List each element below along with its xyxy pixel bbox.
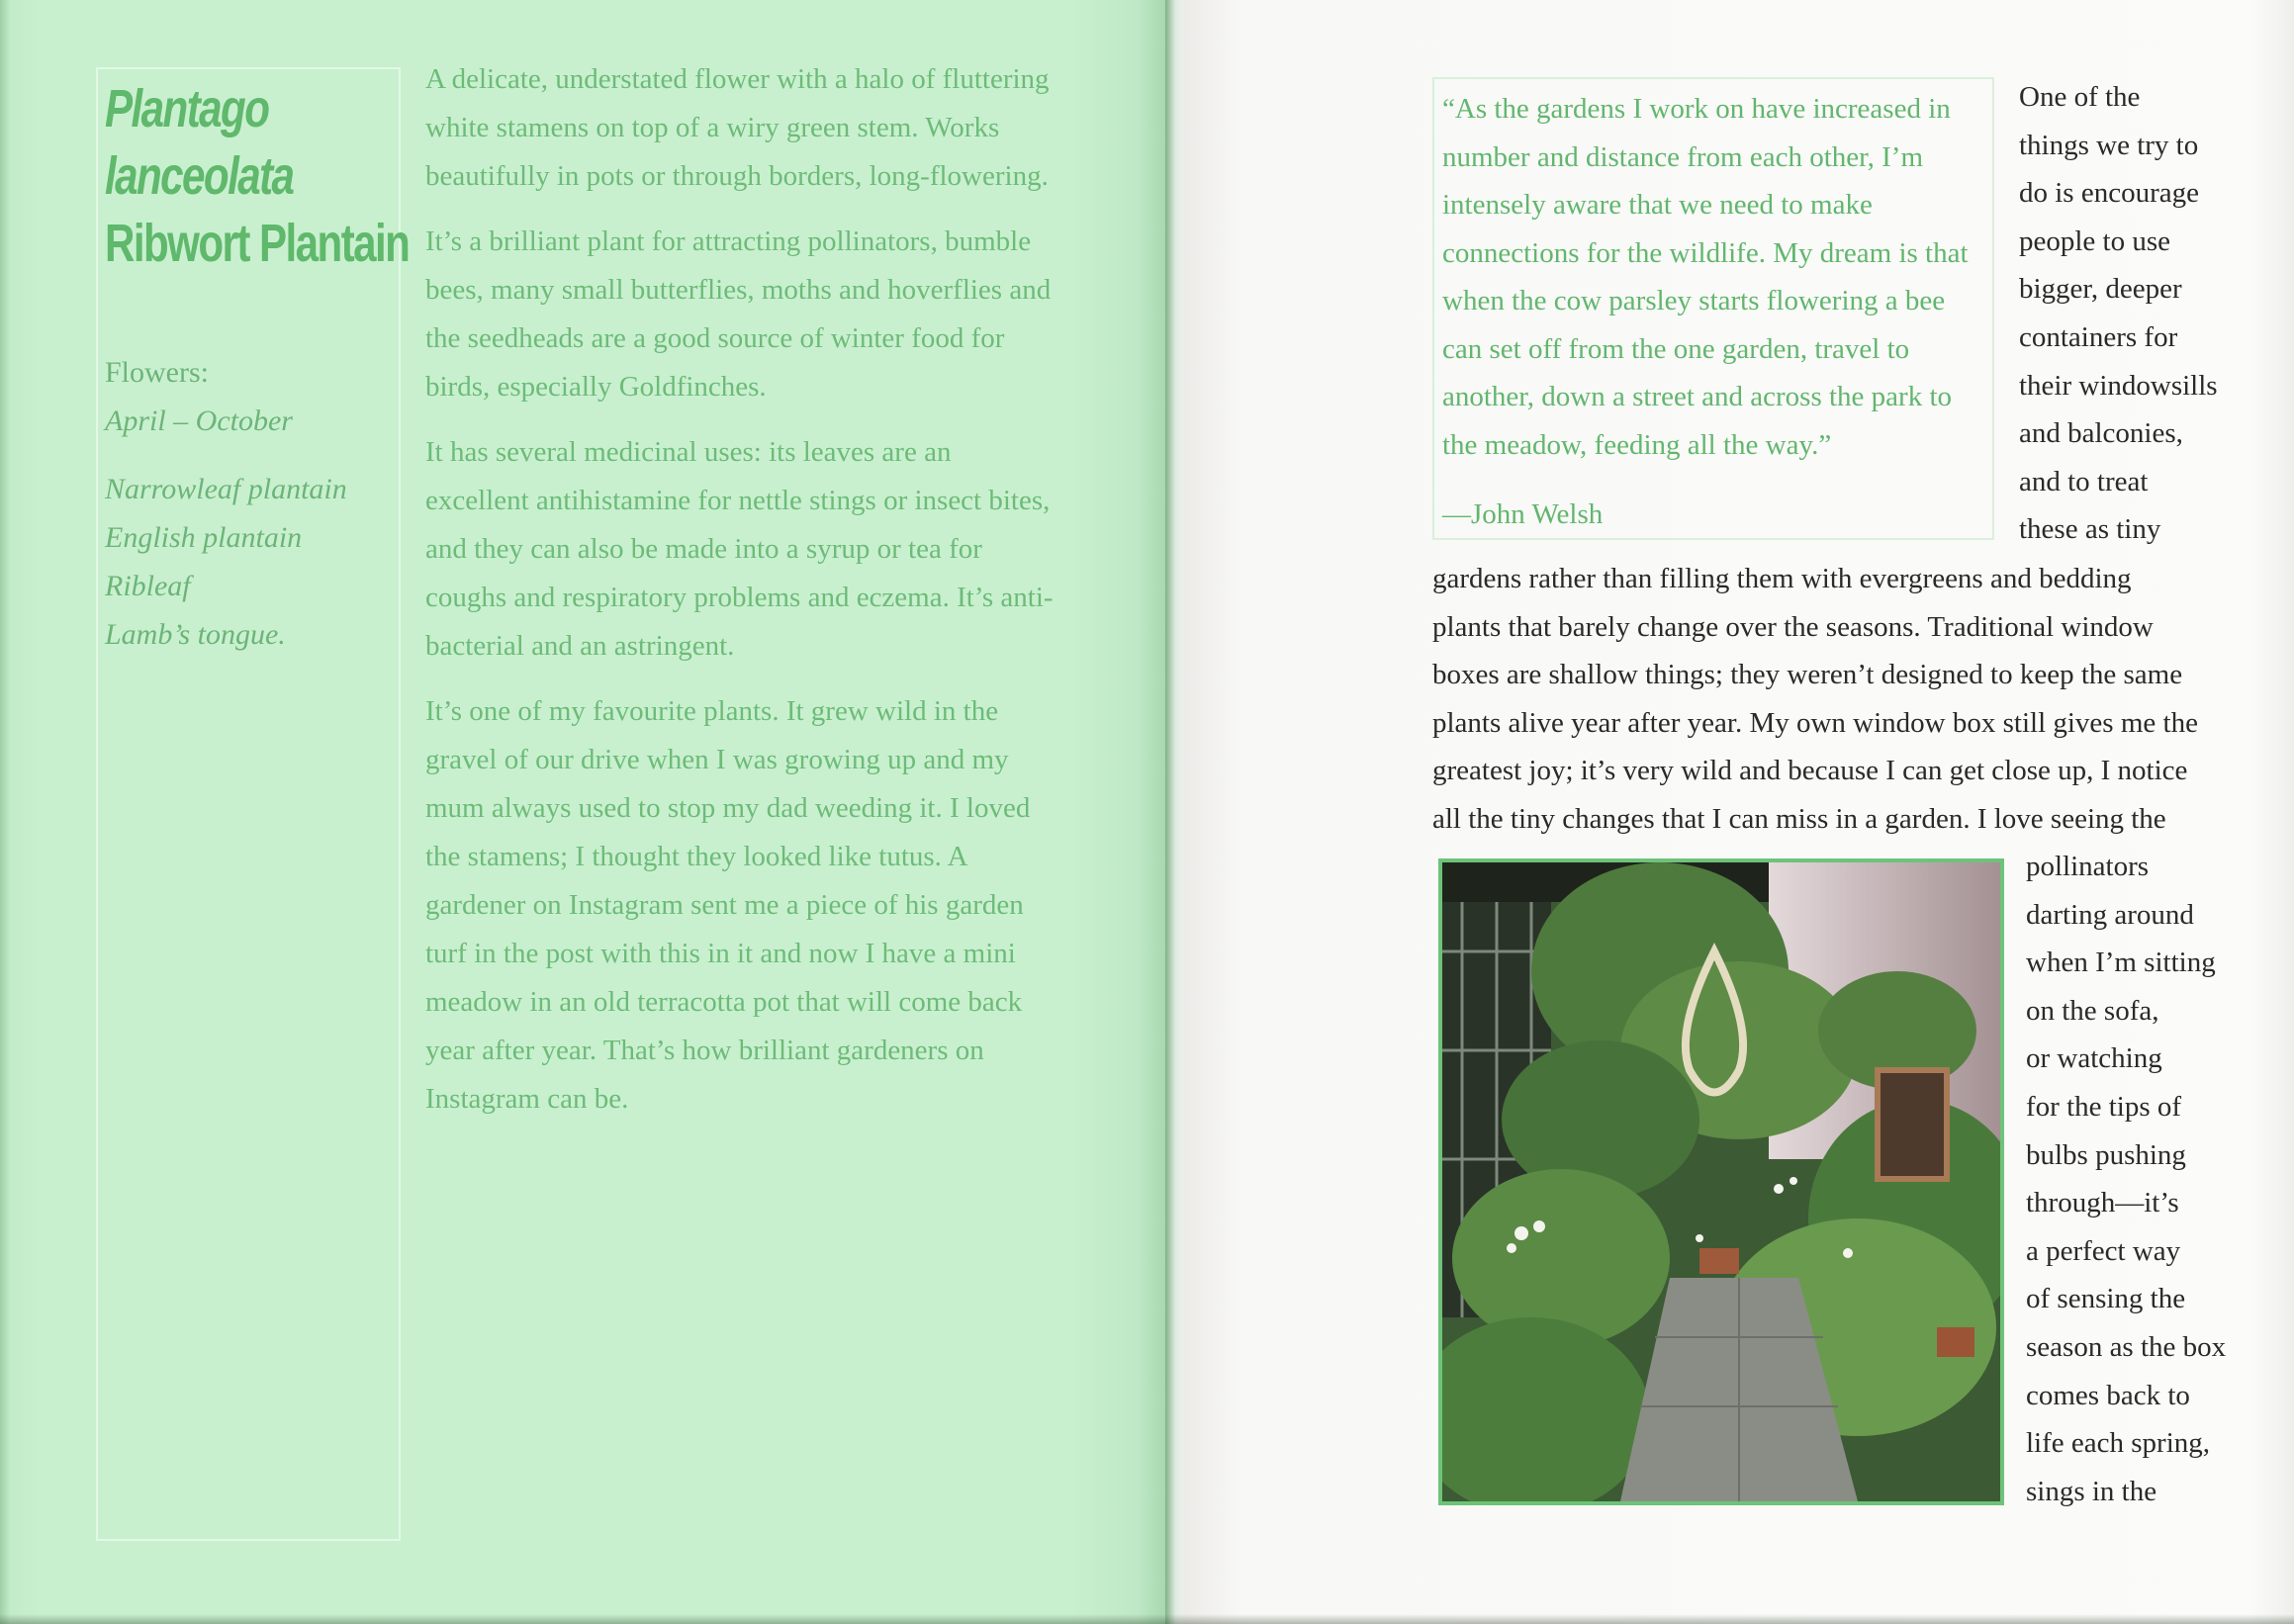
text-line: bigger, deeper: [2019, 273, 2182, 306]
text-line: darting around: [2026, 898, 2194, 931]
text-line: season as the box: [2026, 1330, 2227, 1363]
body-paragraph: It’s a brilliant plant for attracting pollinators, bumble bees, many small butterflies, moths and hoverflies and the seedheads are a good source of winter food for birds, especially Goldfinches.: [425, 226, 1052, 403]
flowers-label: Flowers:: [105, 356, 209, 389]
text-line: a perfect way: [2026, 1234, 2181, 1267]
latin-genus: Plantago: [105, 79, 269, 138]
main-body-text: [1432, 555, 2273, 844]
text-line: things we try to: [2019, 129, 2199, 161]
alt-name: Ribleaf: [105, 570, 191, 602]
photo-side-text: [2026, 843, 2263, 1515]
alt-name: Lamb’s tongue.: [105, 618, 286, 651]
text-line: on the sofa,: [2026, 994, 2159, 1027]
text-line: gardens rather than filling them with evergreens and bedding: [1432, 563, 2132, 594]
text-line: or watching: [2026, 1042, 2162, 1075]
text-line: all the tiny changes that I can miss in a garden. I love seeing the: [1432, 802, 2166, 835]
alt-name: Narrowleaf plantain: [105, 473, 347, 505]
text-line: comes back to: [2026, 1379, 2190, 1411]
flowers-months: April – October: [105, 405, 293, 437]
text-line: of sensing the: [2026, 1283, 2186, 1315]
text-line: and to treat: [2019, 465, 2149, 497]
text-line: plants that barely change over the seasons. Traditional window: [1432, 610, 2154, 643]
text-line: containers for: [2019, 320, 2178, 353]
pull-quote: “As the gardens I work on have increased in number and distance from each other, I’m intensely aware that we need to make connections for the wildlife. My dream is that when the cow parsley starts flowering a bee can set off from the one garden, travel to another, down a street and across the park to the meadow, feeding all the way.”: [1442, 93, 1969, 461]
common-name: Ribwort Plantain: [105, 214, 410, 273]
text-line: life each spring,: [2026, 1427, 2211, 1460]
plant-sidebar-frame: [96, 67, 410, 1541]
plant-description: [425, 55, 1058, 1140]
text-line: bulbs pushing: [2026, 1138, 2186, 1171]
garden-photo: [1438, 858, 2004, 1505]
quote-author: —John Welsh: [1442, 498, 1604, 530]
plant-facts: [105, 348, 398, 659]
garden-photo-illustration: [1442, 862, 2000, 1501]
text-line: One of the: [2019, 81, 2141, 113]
page-edge-shadow: [0, 1614, 2294, 1624]
text-line: pollinators: [2026, 851, 2150, 882]
plant-title: [105, 75, 410, 277]
text-line: these as tiny: [2019, 513, 2161, 546]
latin-species: lanceolata: [105, 146, 294, 206]
body-paragraph: A delicate, understated flower with a halo of fluttering white stamens on top of a wiry green stem. Works beautifully in pots or through borders, long-flowering.: [425, 63, 1050, 192]
side-column-text: [2019, 73, 2256, 554]
text-line: when I’m sitting: [2026, 947, 2216, 979]
body-paragraph: It’s one of my favourite plants. It grew wild in the gravel of our drive when I was growing up and my mum always used to stop my dad weeding it. I loved the stamens; I thought they looked like tutus. A gardener on Instagram sent me a piece of his garden turf in the post with this in it and now I have a mini meadow in an old terracotta pot that will come back year after year. That’s how brilliant gardeners on Instagram can be.: [425, 695, 1031, 1115]
text-line: boxes are shallow things; they weren’t designed to keep the same: [1432, 659, 2183, 691]
text-line: plants alive year after year. My own window box still gives me the: [1432, 706, 2198, 739]
text-line: people to use: [2019, 225, 2171, 257]
alternative-names: [105, 465, 398, 659]
alt-name: English plantain: [105, 521, 303, 554]
text-line: their windowsills: [2019, 369, 2218, 402]
text-line: sings in the: [2026, 1475, 2157, 1507]
body-paragraph: It has several medicinal uses: its leaves are an excellent antihistamine for nettle stings or insect bites, and they can also be made into a syrup or tea for coughs and respiratory problems and eczema. It’s anti-bacterial and an astringent.: [425, 436, 1054, 662]
text-line: greatest joy; it’s very wild and because I can get close up, I notice: [1432, 755, 2188, 787]
text-line: through—it’s: [2026, 1187, 2179, 1219]
text-line: and balconies,: [2019, 417, 2183, 450]
text-line: for the tips of: [2026, 1090, 2182, 1123]
text-line: do is encourage: [2019, 177, 2199, 210]
